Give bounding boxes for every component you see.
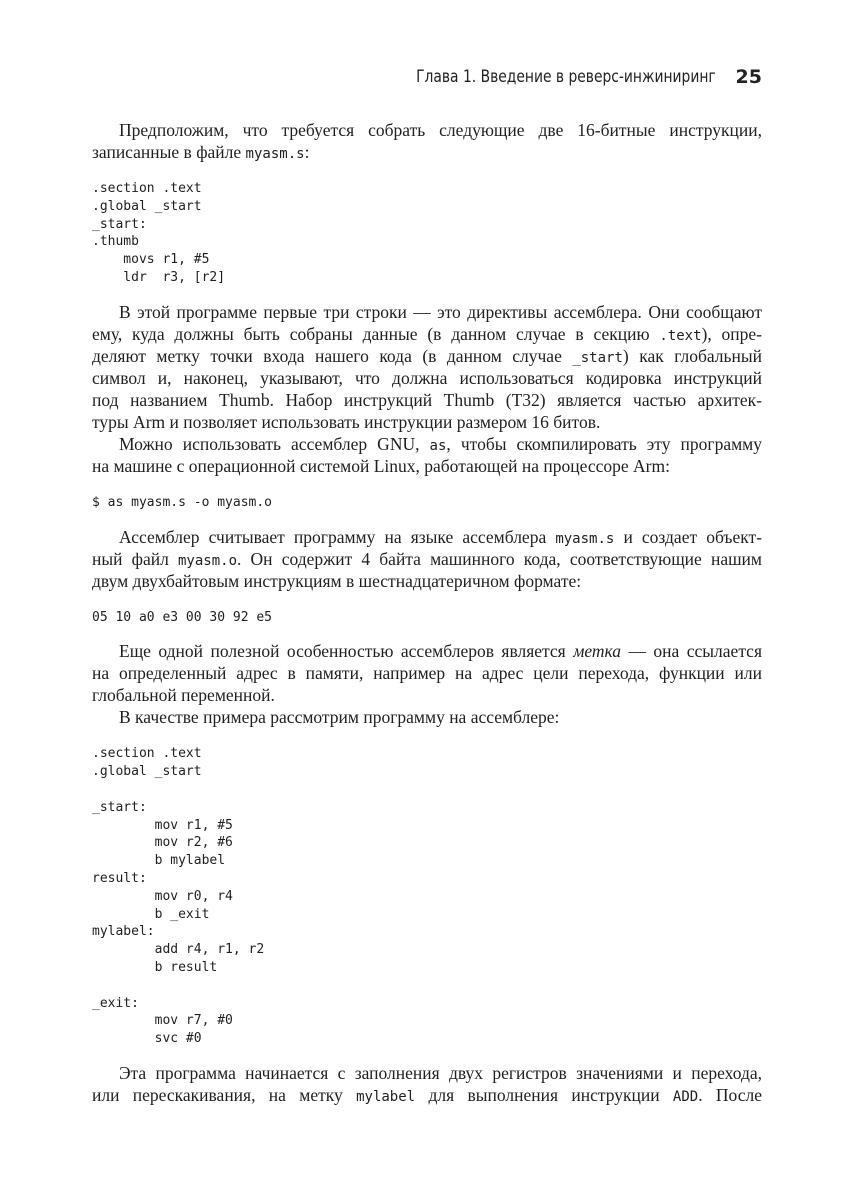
paragraph-line: ный файл myasm.o. Он содержит 4 байта машинного кода, соответствующие нашим [92, 548, 762, 569]
code-line [92, 977, 762, 995]
paragraph-line: ему, куда должны быть собраны данные (в данном случае в секцию .text), опре- [92, 323, 762, 344]
code-line: b mylabel [92, 853, 226, 869]
code-line: result: [92, 870, 147, 886]
paragraph-line: или перескакивания, на метку mylabel для выполнения инструкции ADD. После [92, 1084, 762, 1105]
code-line: add r4, r1, r2 [92, 942, 265, 958]
code-line: mov r1, #5 [92, 817, 233, 833]
paragraph-line: Ассемблер считывает программу на языке ассемблера myasm.s и создает объект- [119, 526, 762, 547]
code-line: $ as myasm.s -o myasm.o [92, 494, 273, 510]
code-line: mov r2, #6 [92, 835, 233, 851]
code-line: b result [92, 959, 218, 975]
inline-code: mylabel [356, 1088, 416, 1105]
inline-code: ADD [672, 1088, 699, 1105]
paragraph-line: Предположим, что требуется собрать следующие две 16-битные инструкции, [119, 120, 762, 140]
code-line [92, 781, 762, 799]
inline-code: myasm.s [245, 146, 305, 162]
paragraph-line: под названием Thumb. Набор инструкций Thumb (T32) является частью архитек- [92, 389, 762, 410]
code-line: ldr r3, [r2] [92, 269, 226, 285]
inline-code: _start [572, 349, 623, 366]
code-line: .section .text [92, 181, 202, 196]
running-header [90, 60, 762, 94]
code-line: b _exit [92, 906, 210, 922]
paragraph-line: деляют метку точки входа нашего кода (в данном случае _start) как глобальный [92, 345, 762, 366]
code-line: movs r1, #5 [92, 252, 210, 268]
paragraph-line: записанные в файле myasm.s: [92, 142, 310, 162]
page-number: 25 [735, 66, 762, 88]
code-line: .global _start [92, 198, 202, 214]
paragraph-line: Еще одной полезной особенностью ассемблеров является метка — она ссылается [119, 641, 762, 662]
code-line: mylabel: [92, 924, 155, 940]
code-line: .section .text [92, 746, 202, 762]
paragraph-line: В этой программе первые три строки — это директивы ассемблера. Они сообщают [119, 301, 762, 322]
code-line: mov r7, #0 [92, 1013, 233, 1029]
page-body [92, 119, 762, 1106]
paragraph-line: на определенный адрес в памяти, например на адрес цели перехода, функции или [92, 663, 762, 684]
code-line: mov r0, r4 [92, 888, 233, 904]
inline-code: myasm.o [178, 552, 238, 569]
inline-code: .text [659, 327, 702, 344]
italic-term: метка [573, 641, 622, 662]
inline-code: myasm.s [555, 530, 615, 547]
code-line: .thumb [92, 234, 139, 250]
paragraph-line: двум двухбайтовым инструкциям в шестнадцатеричном формате: [92, 570, 582, 591]
paragraph-line: Эта программа начинается с заполнения двух регистров значениями и перехода, [119, 1062, 762, 1083]
inline-code: as [429, 437, 447, 454]
paragraph-line: символ и, наконец, указывают, что должна использоваться кодировка инструкций [92, 367, 762, 388]
chapter-title: Глава 1. Введение в реверс-инжиниринг [415, 67, 716, 86]
code-line: _exit: [92, 995, 139, 1011]
paragraph-line: Можно использовать ассемблер GNU, as, чтобы скомпилировать эту программу [119, 433, 762, 454]
code-line: .global _start [92, 764, 202, 780]
code-line: 05 10 a0 e3 00 30 92 e5 [92, 609, 273, 625]
paragraph-line: глобальной переменной. [92, 685, 275, 706]
paragraph-line: на машине с операционной системой Linux, работающей на процессоре Arm: [92, 455, 670, 476]
code-line: svc #0 [92, 1031, 202, 1047]
code-line: _start: [92, 799, 147, 815]
paragraph-line: туры Arm и позволяет использовать инструкции размером 16 битов. [92, 411, 601, 432]
paragraph-line: В качестве примера рассмотрим программу на ассемблере: [119, 707, 560, 728]
code-line: _start: [92, 216, 147, 232]
